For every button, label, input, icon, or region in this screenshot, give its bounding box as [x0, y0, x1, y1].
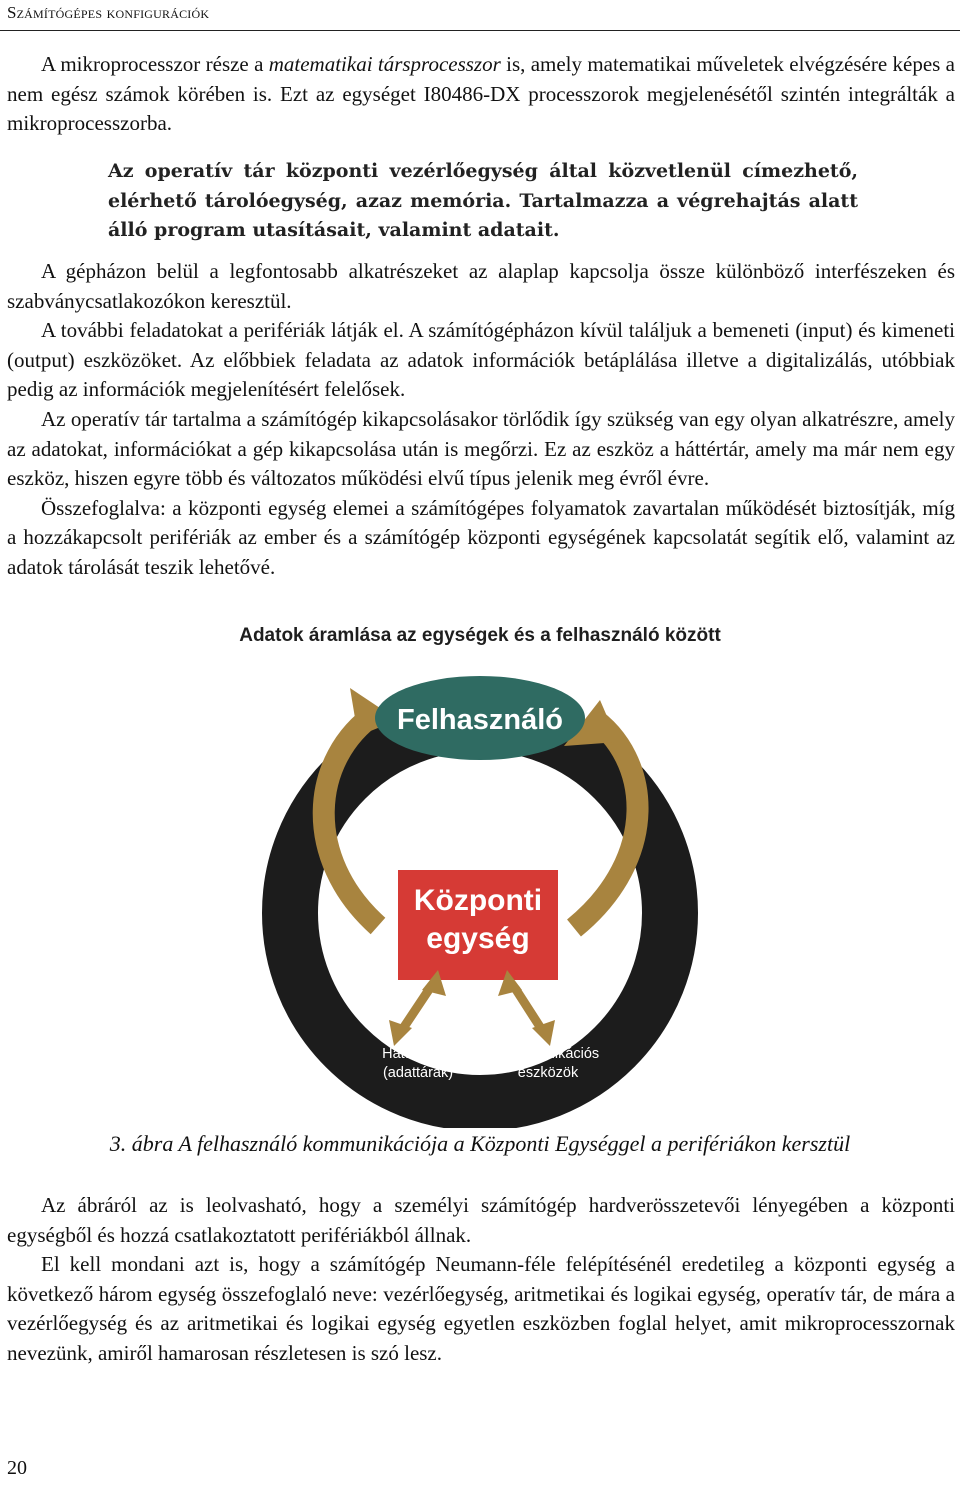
intro-pre: A mikroprocesszor része a: [41, 52, 269, 76]
intro-post: is, amely matematikai műveletek elvégzésére képes a nem egész számok körében is. Ezt az egységet I80486-DX processzorok megjelenésétől szintén integrálták a mikroprocesszorba.: [7, 52, 955, 136]
central-label-line1: Központi: [413, 884, 543, 917]
storage-label-line1: Háttértárak: [382, 1046, 454, 1062]
intro-emphasis: matematikai társprocesszor: [268, 52, 501, 76]
paragraph: Összefoglalva: a központi egység elemei a számítógépes folyamatok zavartalan működését biztosítják, míg a hozzákapcsolt perifériák az ember és a számítógép központi egységének kapcsolatát segítik elő, valamint az adatok tárolását teszik lehetővé.: [7, 495, 955, 579]
intro-paragraph: [7, 50, 955, 139]
main-paragraphs: [7, 257, 955, 583]
central-label-line2: egység: [426, 922, 530, 955]
storage-arrow-shaft: [402, 988, 430, 1030]
periphery-label: Periféria: [437, 776, 523, 799]
comm-label-line1: Kommunikációs: [496, 1046, 600, 1062]
running-header: [0, 0, 960, 31]
figure-diagram: [190, 618, 780, 1128]
comm-label-line2: eszközök: [517, 1065, 579, 1081]
paragraph: El kell mondani azt is, hogy a számítógép Neumann-féle felépítésénél eredetileg a központi egység a következő három egység összefoglaló neve: vezérlőegység, aritmetikai és logikai egység, operatív tár, de mára a vezérlőegység és az aritmetikai és logikai egység egyetlen eszközben foglal helyet, amit mikroprocesszornak nevezünk, amiről hamarosan részletesen is szó lesz.: [7, 1252, 955, 1365]
page-number: 20: [7, 1457, 27, 1479]
figure-title: Adatok áramlása az egységek és a felhasználó között: [239, 625, 721, 646]
closing-paragraphs: [7, 1191, 955, 1369]
definition-box: [108, 157, 858, 246]
paragraph: Az operatív tár tartalma a számítógép kikapcsolásakor törlődik így szükség van egy olyan alkatrészre, amely az adatokat, információkat a gép kikapcsolása után is megőrzi. Ez az eszköz a háttértár, amely ma már nem egy eszköz, hiszen egyre több és változatos működési elvű típus jelenik meg évről évre.: [7, 406, 955, 491]
user-label: Felhasználó: [397, 704, 563, 736]
storage-label-line2: (adattárak): [382, 1065, 454, 1081]
paragraph: A további feladatokat a perifériák látják el. A számítógépházon kívül találjuk a bemeneti (input) és kimeneti (output) eszközöket. Az előbbiek feladata az adatok információk betáplálása illetve a digitalizálás, utóbbiak pedig az információk megjelenítésért felelősek.: [7, 318, 955, 402]
data-flow-figure: [190, 618, 780, 1128]
definition-text: Az operatív tár központi vezérlőegység által közvetlenül címezhető, elérhető tárolóegység, azaz memória. Tartalmazza a végrehajtás alatt álló program utasításait, valamint adatait.: [108, 160, 858, 242]
header-title: Számítógépes konfigurációk: [7, 3, 210, 22]
figure-caption: 3. ábra A felhasználó kommunikációja a Központi Egységgel a perifériákon kersztül: [109, 1131, 851, 1156]
comm-arrow-shaft: [515, 988, 542, 1030]
paragraph: Az ábráról az is leolvasható, hogy a személyi számítógép hardverösszetevői lényegében a központi egységből és hozzá csatlakoztatott perifériákból állnak.: [7, 1193, 955, 1247]
paragraph: A gépházon belül a legfontosabb alkatrészeket az alaplap kapcsolja össze különböző interfészeken és szabványcsatlakozókon keresztül.: [7, 259, 955, 313]
